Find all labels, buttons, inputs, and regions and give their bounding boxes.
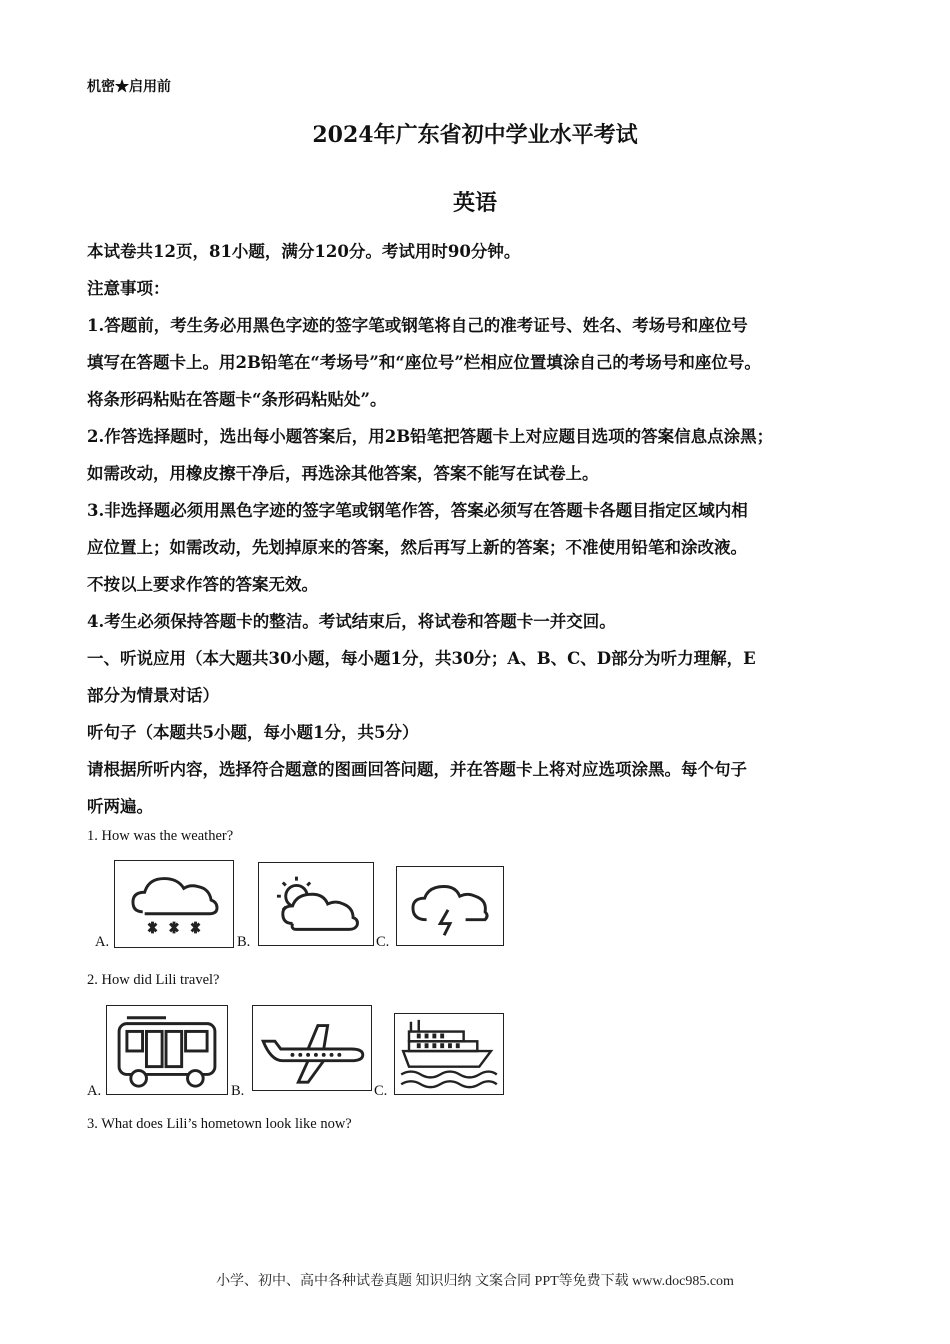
exam-subject: 英语 <box>452 190 497 216</box>
instruction-line: 不按以上要求作答的答案无效。 <box>87 575 318 594</box>
option-c-label: C. <box>376 934 390 950</box>
option-a-label: A. <box>95 934 110 950</box>
ship-icon[interactable] <box>394 1013 504 1095</box>
page-footer: 小学、初中、高中各种试卷真题 知识归纳 文案合同 PPT等免费下载 www.doc985.com <box>216 1274 734 1289</box>
option-b-label: B. <box>237 934 251 950</box>
instruction-line: 请根据所听内容，选择符合题意的图画回答问题，并在答题卡上将对应选项涂黑。每个句子 <box>87 760 747 779</box>
snow-cloud-icon[interactable] <box>114 860 234 948</box>
instruction-line: 听句子（本题共5小题，每小题1分，共5分） <box>87 723 419 742</box>
instruction-line: 填写在答题卡上。用2B铅笔在“考场号”和“座位号”栏相应位置填涂自己的考场号和座位号。 <box>87 353 761 372</box>
instruction-line: 1.答题前，考生务必用黑色字迹的签字笔或钢笔将自己的准考证号、姓名、考场号和座位号 <box>87 316 748 335</box>
instruction-line: 如需改动，用橡皮擦干净后，再选涂其他答案，答案不能写在试卷上。 <box>87 464 599 483</box>
instruction-line: 部分为情景对话） <box>87 686 219 705</box>
instruction-line: 将条形码粘贴在答题卡“条形码粘贴处”。 <box>87 390 387 409</box>
sun-cloud-icon[interactable] <box>258 862 374 946</box>
option-c-label: C. <box>374 1083 388 1099</box>
instruction-line: 注意事项： <box>87 279 170 298</box>
confidential-label: 机密★启用前 <box>87 79 171 95</box>
instruction-line: 听两遍。 <box>87 797 153 816</box>
instruction-line: 本试卷共12页，81小题，满分120分。考试用时90分钟。 <box>87 242 521 261</box>
thunder-cloud-icon[interactable] <box>396 866 504 946</box>
instruction-line: 应位置上；如需改动，先划掉原来的答案，然后再写上新的答案；不准使用铅笔和涂改液。 <box>87 538 747 557</box>
instruction-line: 4.考生必须保持答题卡的整洁。考试结束后，将试卷和答题卡一并交回。 <box>87 612 616 631</box>
question-2-text: 2. How did Lili travel? <box>87 972 220 988</box>
option-a-label: A. <box>87 1083 102 1099</box>
instruction-line: 2.作答选择题时，选出每小题答案后，用2B铅笔把答题卡上对应题目选项的答案信息点涂黑； <box>87 427 774 446</box>
instructions-block <box>87 233 867 825</box>
instruction-line: 一、听说应用（本大题共30小题，每小题1分，共30分；A、B、C、D部分为听力理解，E <box>87 649 756 668</box>
question-3-text: 3. What does Lili’s hometown look like now? <box>87 1116 352 1132</box>
option-b-label: B. <box>231 1083 245 1099</box>
exam-title: 2024年广东省初中学业水平考试 <box>312 122 638 148</box>
airplane-icon[interactable] <box>252 1005 372 1091</box>
bus-icon[interactable] <box>106 1005 228 1095</box>
question-1-text: 1. How was the weather? <box>87 828 234 844</box>
instruction-line: 3.非选择题必须用黑色字迹的签字笔或钢笔作答，答案必须写在答题卡各题目指定区域内相 <box>87 501 748 520</box>
